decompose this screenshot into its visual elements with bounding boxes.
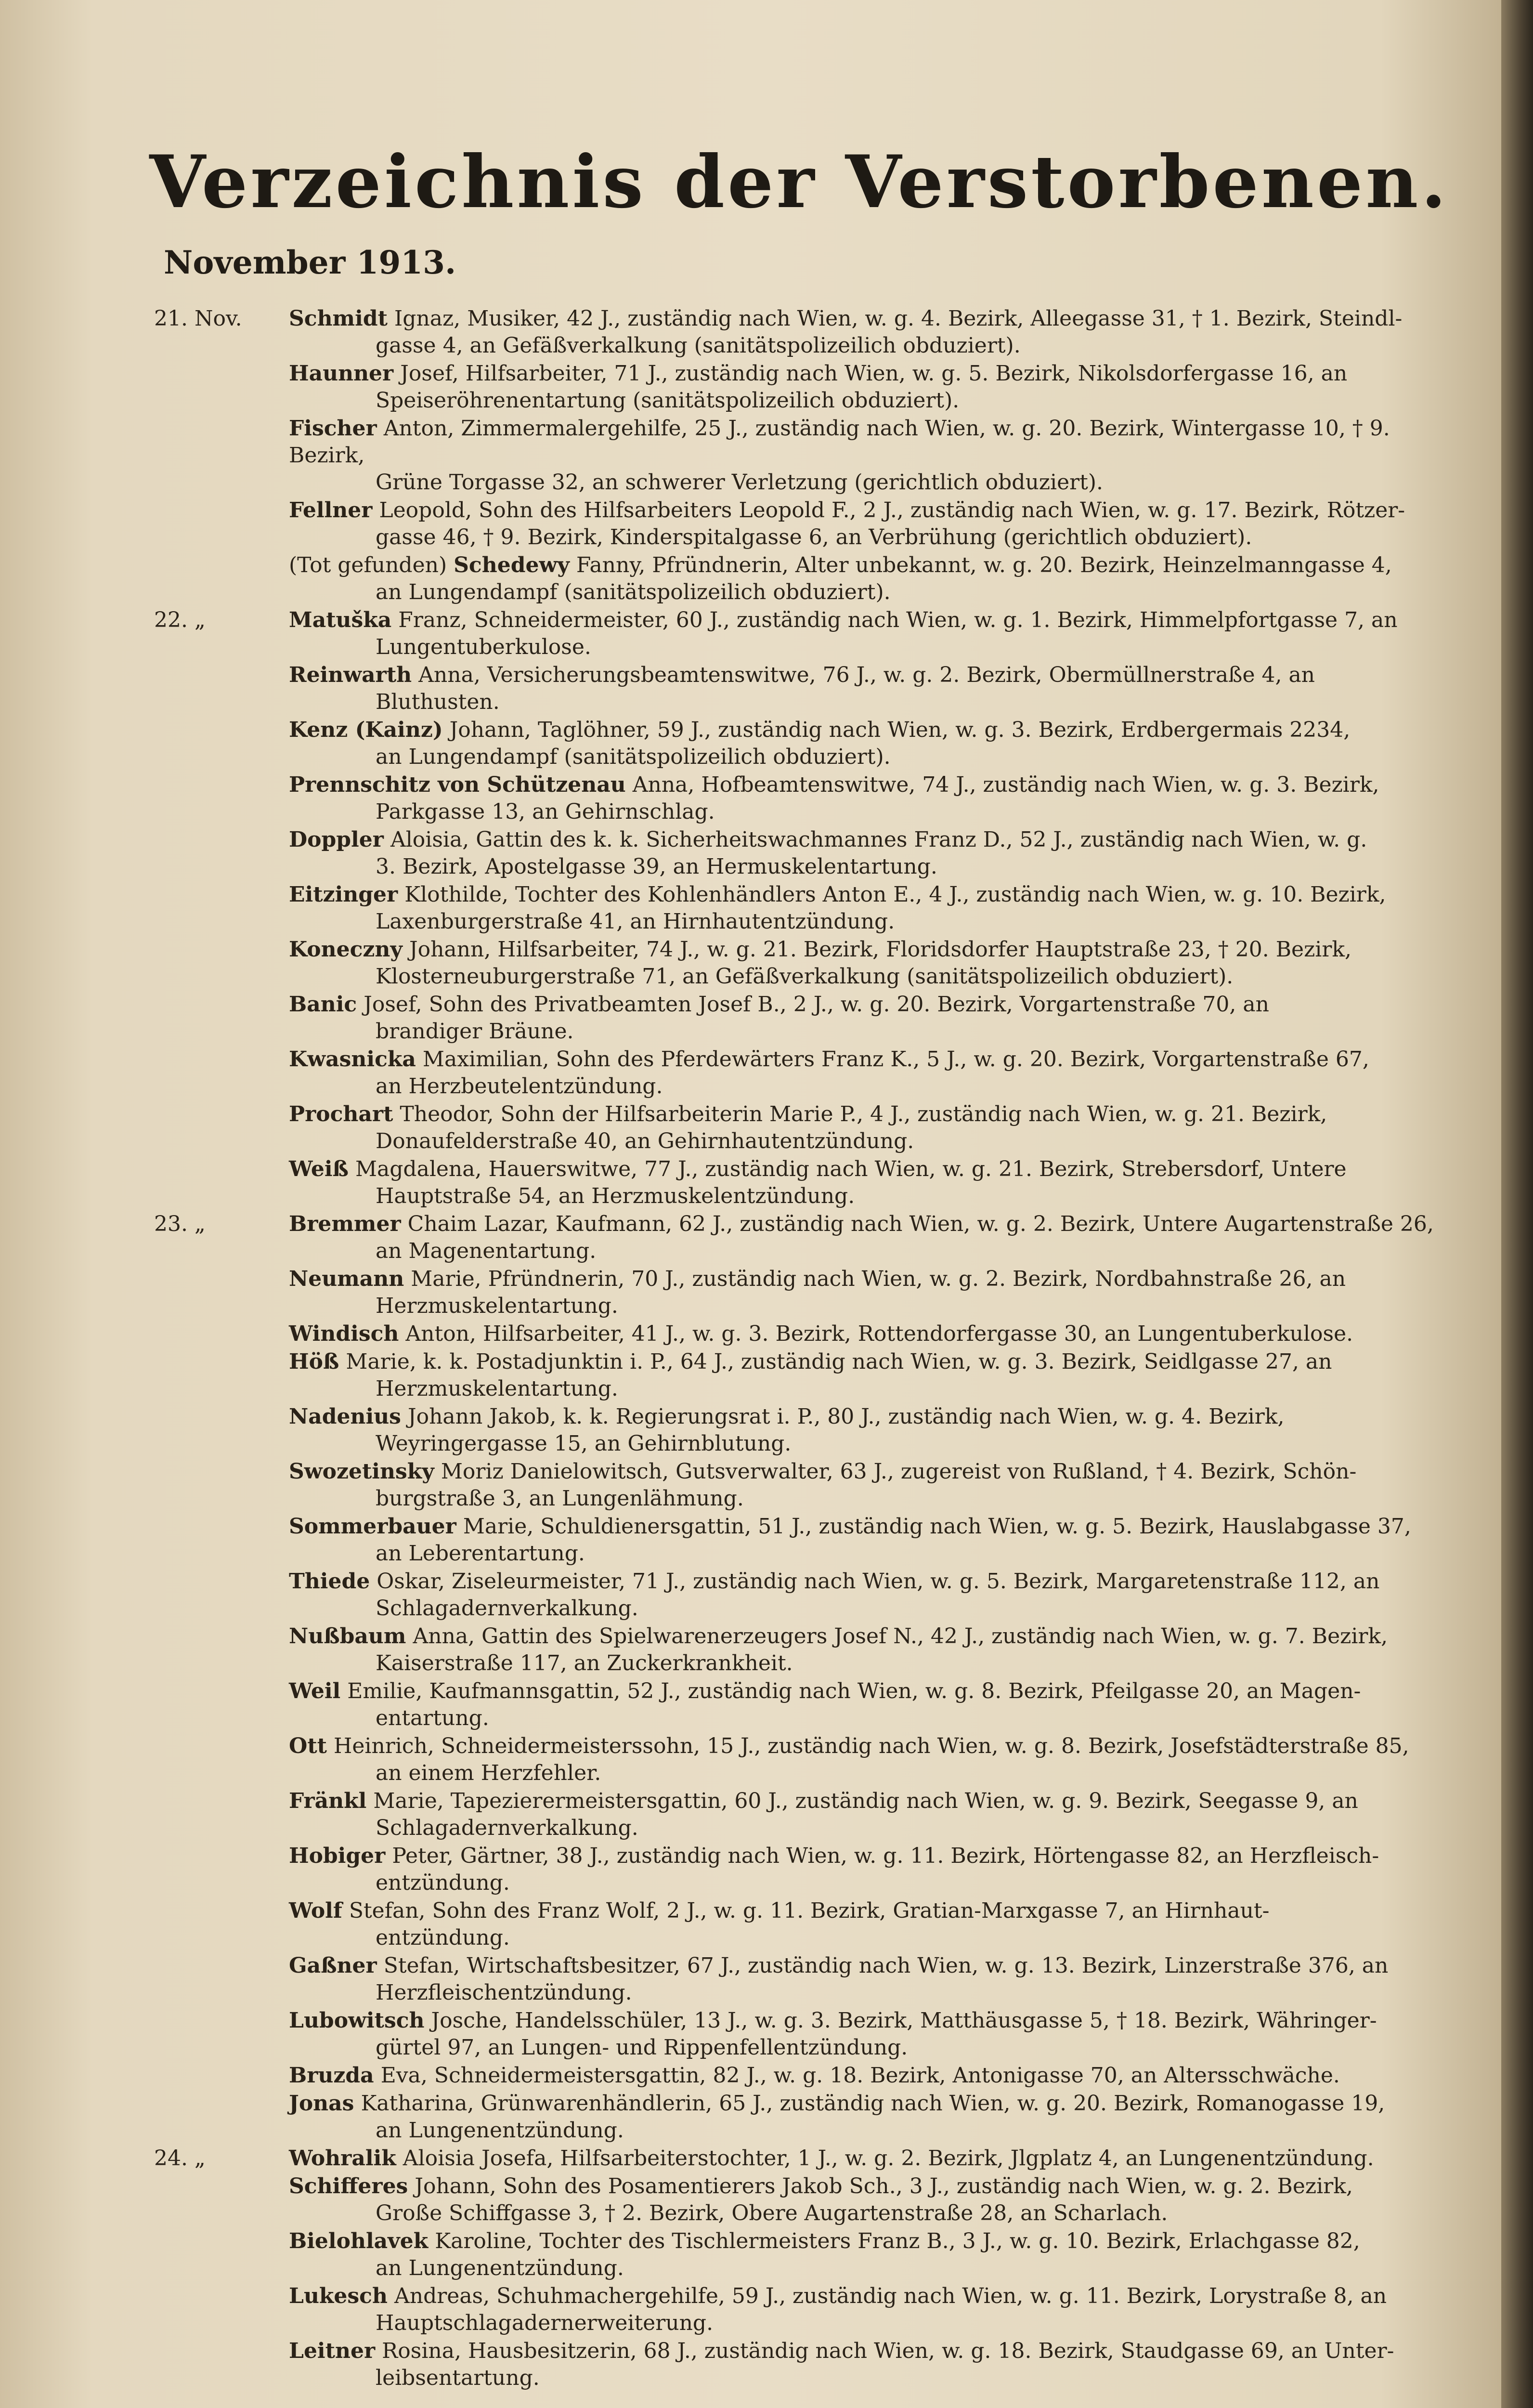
entry-date xyxy=(144,1266,279,1320)
death-entry xyxy=(144,1568,1454,1622)
entry-date xyxy=(144,1733,279,1787)
entry-surname: Gaßner xyxy=(289,1953,377,1978)
death-entry xyxy=(144,662,1454,716)
entry-text-line2: gasse 46, † 9. Bezirk, Kinderspitalgasse 6, an Verbrühung (gerichtlich obduziert). xyxy=(376,525,1252,550)
entry-date xyxy=(144,1678,279,1732)
entry-date xyxy=(144,1568,279,1622)
page-title: Verzeichnis der Verstorbenen. xyxy=(149,140,1449,224)
entry-surname: Bremmer xyxy=(289,1212,401,1236)
entry-text-line2: an Lungenentzündung. xyxy=(376,2118,624,2143)
death-entry xyxy=(144,1403,1454,1457)
entry-text-line1: Rosina, Hausbesitzerin, 68 J., zuständig nach Wien, w. g. 18. Bezirk, Staudgasse 69, an Unter- xyxy=(382,2339,1394,2363)
entry-body xyxy=(289,1403,1454,1457)
page-content xyxy=(144,111,1454,2408)
entry-body xyxy=(289,936,1454,990)
death-entry xyxy=(144,2338,1454,2392)
entry-surname: Leitner xyxy=(289,2339,376,2363)
entry-date xyxy=(144,772,279,825)
entry-text-line1: Leopold, Sohn des Hilfsarbeiters Leopold F., 2 J., zuständig nach Wien, w. g. 17. Bezirk, Rötzer- xyxy=(379,498,1405,523)
entry-surname: Schmidt xyxy=(289,306,388,331)
entry-body xyxy=(289,2090,1454,2144)
entry-surname: Prochart xyxy=(289,1102,393,1126)
death-entry xyxy=(144,415,1454,496)
entry-body xyxy=(289,1623,1454,1677)
entry-date xyxy=(144,2283,279,2337)
entry-surname: Swozetinsky xyxy=(289,1459,434,1484)
entry-text-line2: Herzmuskelentartung. xyxy=(376,1294,618,1318)
entry-surname: Matuška xyxy=(289,608,392,632)
entry-date xyxy=(144,1046,279,1100)
entry-date xyxy=(144,717,279,771)
entry-text-line2: Weyringergasse 15, an Gehirnblutung. xyxy=(376,1431,792,1456)
death-entry xyxy=(144,1678,1454,1732)
entry-body xyxy=(289,1952,1454,2006)
entry-text-line1: Anton, Zimmermalergehilfe, 25 J., zuständig nach Wien, w. g. 20. Bezirk, Wintergasse 10, † 9. Bezirk, xyxy=(289,416,1390,468)
death-entry xyxy=(144,1513,1454,1567)
entry-body xyxy=(289,2228,1454,2282)
entry-surname: Eitzinger xyxy=(289,882,398,907)
entry-date xyxy=(144,991,279,1045)
entry-text-line2: Schlagadernverkalkung. xyxy=(376,1596,638,1621)
death-entry xyxy=(144,2007,1454,2061)
entry-body xyxy=(289,1843,1454,1897)
entry-body xyxy=(289,1101,1454,1155)
entry-surname: Bielohlavek xyxy=(289,2229,429,2253)
entry-body xyxy=(289,772,1454,825)
entry-text-line2: Speiseröhrenentartung (sanitätspolizeilich obduziert). xyxy=(376,388,960,413)
entry-surname: Lukesch xyxy=(289,2284,388,2308)
entry-text-line2: an Lungenentzündung. xyxy=(376,2256,624,2280)
entry-text-line1: Stefan, Wirtschaftsbesitzer, 67 J., zuständig nach Wien, w. g. 13. Bezirk, Linzerstraße 376, an xyxy=(383,1953,1389,1978)
entry-surname: Reinwarth xyxy=(289,663,412,687)
entry-date: 21. Nov. xyxy=(154,306,242,331)
entry-body xyxy=(289,2007,1454,2061)
entry-text-line1: Anna, Hofbeamtenswitwe, 74 J., zuständig nach Wien, w. g. 3. Bezirk, xyxy=(632,772,1379,797)
entry-text-line1: Moriz Danielowitsch, Gutsverwalter, 63 J., zugereist von Rußland, † 4. Bezirk, Schön- xyxy=(441,1459,1357,1484)
death-entry xyxy=(144,1101,1454,1155)
death-entry xyxy=(144,1211,1454,1265)
entry-surname: Nußbaum xyxy=(289,1624,406,1649)
entry-body xyxy=(289,497,1454,551)
entry-text-line1: Anna, Versicherungsbeamtenswitwe, 76 J., w. g. 2. Bezirk, Obermüllnerstraße 4, an xyxy=(418,663,1315,687)
entry-body xyxy=(289,2145,1454,2172)
death-entry xyxy=(144,936,1454,990)
entry-surname: Neumann xyxy=(289,1267,404,1291)
entry-body xyxy=(289,662,1454,716)
death-entry xyxy=(144,1952,1454,2006)
death-entry xyxy=(144,1898,1454,1951)
death-entry xyxy=(144,2090,1454,2144)
entry-text-line2: leibsentartung. xyxy=(376,2366,540,2390)
entry-date xyxy=(144,415,279,496)
entry-text-line1: Katharina, Grünwarenhändlerin, 65 J., zuständig nach Wien, w. g. 20. Bezirk, Romanogasse 19, xyxy=(361,2091,1385,2116)
entry-prefix: (Tot gefunden) xyxy=(289,553,447,577)
entry-surname: Koneczny xyxy=(289,937,403,962)
entry-text-line1: Johann, Hilfsarbeiter, 74 J., w. g. 21. Bezirk, Floridsdorfer Hauptstraße 23, † 20. Bezirk, xyxy=(409,937,1352,962)
entry-body xyxy=(289,305,1454,359)
entry-text-line1: Marie, k. k. Postadjunktin i. P., 64 J., zuständig nach Wien, w. g. 3. Bezirk, Seidlgasse 27, an xyxy=(346,1349,1332,1374)
entry-body xyxy=(289,1211,1454,1265)
entry-text-line2: Hauptschlagadernerweiterung. xyxy=(376,2311,714,2335)
entry-date xyxy=(144,2062,279,2089)
entry-text-line1: Klothilde, Tochter des Kohlenhändlers Anton E., 4 J., zuständig nach Wien, w. g. 10. Bezirk, xyxy=(404,882,1386,907)
entry-text-line1: Eva, Schneidermeistersgattin, 82 J., w. g. 18. Bezirk, Antonigasse 70, an Altersschwäche. xyxy=(380,2063,1340,2088)
entry-surname: Lubowitsch xyxy=(289,2008,425,2033)
entry-date: 23. „ xyxy=(154,1212,206,1236)
entry-text-line1: Ignaz, Musiker, 42 J., zuständig nach Wien, w. g. 4. Bezirk, Alleegasse 31, † 1. Bezirk, Steindl- xyxy=(394,306,1403,331)
entry-surname: Fischer xyxy=(289,416,377,441)
entry-surname: Wohralik xyxy=(289,2146,396,2171)
death-entry xyxy=(144,1733,1454,1787)
entry-text-line1: Emilie, Kaufmannsgattin, 52 J., zuständig nach Wien, w. g. 8. Bezirk, Pfeilgasse 20, an Magen- xyxy=(347,1679,1361,1703)
death-entry xyxy=(144,2145,1454,2172)
entry-body xyxy=(289,415,1454,496)
entry-text-line1: Josef, Sohn des Privatbeamten Josef B., 2 J., w. g. 20. Bezirk, Vorgartenstraße 70, an xyxy=(364,992,1269,1017)
entry-text-line1: Stefan, Sohn des Franz Wolf, 2 J., w. g. 11. Bezirk, Gratian-Marxgasse 7, an Hirnhaut- xyxy=(349,1898,1270,1923)
entry-text-line1: Maximilian, Sohn des Pferdewärters Franz K., 5 J., w. g. 20. Bezirk, Vorgartenstraße 67, xyxy=(422,1047,1369,1072)
death-entry xyxy=(144,826,1454,880)
death-entry xyxy=(144,991,1454,1045)
entry-date xyxy=(144,1898,279,1951)
entry-date xyxy=(144,2228,279,2282)
entry-text-line1: Marie, Schuldienersgattin, 51 J., zuständig nach Wien, w. g. 5. Bezirk, Hauslabgasse 37, xyxy=(463,1514,1411,1539)
entry-text-line2: Schlagadernverkalkung. xyxy=(376,1816,638,1840)
entry-body xyxy=(289,1458,1454,1512)
death-entry xyxy=(144,1348,1454,1402)
death-entry xyxy=(144,2228,1454,2282)
entry-body xyxy=(289,1266,1454,1320)
entry-text-line1: Franz, Schneidermeister, 60 J., zuständig nach Wien, w. g. 1. Bezirk, Himmelpfortgasse 7, an xyxy=(398,608,1398,632)
entry-body xyxy=(289,1513,1454,1567)
entry-body xyxy=(289,2338,1454,2392)
entry-surname: Thiede xyxy=(289,1569,370,1594)
entry-text-line1: Aloisia Josefa, Hilfsarbeiterstochter, 1 J., w. g. 2. Bezirk, Jlgplatz 4, an Lungenentzündung. xyxy=(403,2146,1374,2171)
entry-body xyxy=(289,552,1454,606)
death-entry xyxy=(144,772,1454,825)
entry-body xyxy=(289,1898,1454,1951)
entry-date xyxy=(144,497,279,551)
book-spine xyxy=(1501,0,1533,2408)
entry-text-line2: entzündung. xyxy=(376,1925,510,1950)
entry-body xyxy=(289,1156,1454,1210)
entry-body xyxy=(289,826,1454,880)
entry-text-line2: Donaufelderstraße 40, an Gehirnhautentzündung. xyxy=(376,1129,914,1153)
entry-text-line2: Klosterneuburgerstraße 71, an Gefäßverkalkung (sanitätspolizeilich obduziert). xyxy=(376,964,1234,989)
entry-surname: Doppler xyxy=(289,827,384,852)
entry-date xyxy=(144,1321,279,1348)
death-entry xyxy=(144,607,1454,661)
entry-text-line2: Bluthusten. xyxy=(376,690,500,714)
entry-date xyxy=(144,1843,279,1897)
entry-text-line2: Lungentuberkulose. xyxy=(376,635,591,659)
entry-text-line2: an Magenentartung. xyxy=(376,1239,597,1263)
entry-surname: Weil xyxy=(289,1679,341,1703)
entry-surname: Höß xyxy=(289,1349,339,1374)
entry-text-line1: Anton, Hilfsarbeiter, 41 J., w. g. 3. Bezirk, Rottendorfergasse 30, an Lungentuberkulose. xyxy=(405,1322,1353,1346)
death-entry xyxy=(144,881,1454,935)
entry-body xyxy=(289,881,1454,935)
entry-date xyxy=(144,2173,279,2227)
entry-date xyxy=(144,552,279,606)
death-entry xyxy=(144,1266,1454,1320)
entry-text-line2: an Lungendampf (sanitätspolizeilich obduziert). xyxy=(376,745,891,769)
entry-text-line2: Hauptstraße 54, an Herzmuskelentzündung. xyxy=(376,1184,855,1208)
entry-body xyxy=(289,717,1454,771)
entry-body xyxy=(289,1733,1454,1787)
entry-body xyxy=(289,991,1454,1045)
entry-text-line2: entartung. xyxy=(376,1706,489,1730)
death-entry xyxy=(144,717,1454,771)
entry-text-line1: Marie, Tapezierermeistersgattin, 60 J., zuständig nach Wien, w. g. 9. Bezirk, Seegasse 9, an xyxy=(373,1789,1358,1813)
entry-text-line1: Johann Jakob, k. k. Regierungsrat i. P., 80 J., zuständig nach Wien, w. g. 4. Bezirk, xyxy=(407,1404,1285,1429)
entry-text-line2: Grüne Torgasse 32, an schwerer Verletzung (gerichtlich obduziert). xyxy=(376,470,1103,495)
entry-text-line1: Oskar, Ziseleurmeister, 71 J., zuständig nach Wien, w. g. 5. Bezirk, Margaretenstraße 112, an xyxy=(377,1569,1380,1594)
entry-text-line1: Chaim Lazar, Kaufmann, 62 J., zuständig nach Wien, w. g. 2. Bezirk, Untere Augartenstraße 26, xyxy=(407,1212,1434,1236)
entry-date xyxy=(144,1101,279,1155)
death-entry xyxy=(144,497,1454,551)
entry-surname: Kwasnicka xyxy=(289,1047,416,1072)
entry-surname: Kenz (Kainz) xyxy=(289,718,443,742)
entry-text-line2: 3. Bezirk, Apostelgasse 39, an Hermuskelentartung. xyxy=(376,854,937,879)
entry-text-line2: Herzmuskelentartung. xyxy=(376,1376,618,1401)
death-entry xyxy=(144,1046,1454,1100)
entry-body xyxy=(289,1348,1454,1402)
entry-text-line2: an Lungendampf (sanitätspolizeilich obduziert). xyxy=(376,580,891,604)
entry-text-line2: entzündung. xyxy=(376,1871,510,1895)
entry-body xyxy=(289,1321,1454,1348)
entry-date: 22. „ xyxy=(154,608,206,632)
entry-date xyxy=(144,1348,279,1402)
death-entry xyxy=(144,1843,1454,1897)
entry-text-line1: Marie, Pfründnerin, 70 J., zuständig nach Wien, w. g. 2. Bezirk, Nordbahnstraße 26, an xyxy=(411,1267,1346,1291)
death-entry xyxy=(144,1788,1454,1842)
entry-text-line2: Große Schiffgasse 3, † 2. Bezirk, Obere Augartenstraße 28, an Scharlach. xyxy=(376,2201,1168,2225)
entry-text-line2: Kaiserstraße 117, an Zuckerkrankheit. xyxy=(376,1651,793,1675)
entries-list xyxy=(144,305,1454,2392)
entry-surname: Bruzda xyxy=(289,2063,374,2088)
page-subtitle: November 1913. xyxy=(164,244,456,281)
death-entry xyxy=(144,1623,1454,1677)
death-entry xyxy=(144,1156,1454,1210)
entry-text-line1: Josef, Hilfsarbeiter, 71 J., zuständig nach Wien, w. g. 5. Bezirk, Nikolsdorfergasse 16, an xyxy=(400,361,1348,386)
death-entry xyxy=(144,360,1454,414)
death-entry xyxy=(144,2062,1454,2089)
entry-text-line1: Andreas, Schuhmachergehilfe, 59 J., zuständig nach Wien, w. g. 11. Bezirk, Lorystraße 8, an xyxy=(394,2284,1387,2308)
entry-text-line1: Theodor, Sohn der Hilfsarbeiterin Marie P., 4 J., zuständig nach Wien, w. g. 21. Bezirk, xyxy=(400,1102,1327,1126)
entry-text-line1: Peter, Gärtner, 38 J., zuständig nach Wien, w. g. 11. Bezirk, Hörtengasse 82, an Herzfleisch- xyxy=(392,1844,1379,1868)
entry-text-line1: Magdalena, Hauerswitwe, 77 J., zuständig nach Wien, w. g. 21. Bezirk, Strebersdorf, Untere xyxy=(355,1157,1347,1181)
entry-date xyxy=(144,2338,279,2392)
entry-date xyxy=(144,1623,279,1677)
entry-body xyxy=(289,607,1454,661)
entry-text-line1: Johann, Taglöhner, 59 J., zuständig nach Wien, w. g. 3. Bezirk, Erdbergermais 2234, xyxy=(449,718,1351,742)
entry-text-line1: Aloisia, Gattin des k. k. Sicherheitswachmannes Franz D., 52 J., zuständig nach Wien, w. g. xyxy=(390,827,1367,852)
death-entry xyxy=(144,2173,1454,2227)
entry-text-line2: gürtel 97, an Lungen- und Rippenfellentzündung. xyxy=(376,2035,908,2060)
entry-surname: Banic xyxy=(289,992,357,1017)
death-entry xyxy=(144,2283,1454,2337)
entry-date xyxy=(144,1952,279,2006)
entry-body xyxy=(289,2283,1454,2337)
entry-surname: Windisch xyxy=(289,1322,399,1346)
entry-text-line2: Parkgasse 13, an Gehirnschlag. xyxy=(376,799,715,824)
entry-surname: Fränkl xyxy=(289,1789,367,1813)
entry-text-line1: Fanny, Pfründnerin, Alter unbekannt, w. g. 20. Bezirk, Heinzelmanngasse 4, xyxy=(576,553,1392,577)
entry-text-line1: Johann, Sohn des Posamentierers Jakob Sch., 3 J., zuständig nach Wien, w. g. 2. Bezirk, xyxy=(415,2174,1353,2199)
entry-body xyxy=(289,1788,1454,1842)
entry-date xyxy=(144,360,279,414)
entry-surname: Prennschitz von Schützenau xyxy=(289,772,626,797)
entry-date: 24. „ xyxy=(154,2146,206,2171)
entry-date xyxy=(144,1403,279,1457)
death-entry xyxy=(144,1321,1454,1348)
entry-text-line2: burgstraße 3, an Lungenlähmung. xyxy=(376,1486,744,1511)
entry-date xyxy=(144,662,279,716)
entry-date xyxy=(144,1513,279,1567)
entry-date xyxy=(144,1788,279,1842)
entry-date xyxy=(144,881,279,935)
entry-surname: Nadenius xyxy=(289,1404,401,1429)
death-entry xyxy=(144,305,1454,359)
entry-text-line2: an Herzbeutelentzündung. xyxy=(376,1074,663,1099)
death-entry xyxy=(144,552,1454,606)
entry-date xyxy=(144,2007,279,2061)
entry-body xyxy=(289,360,1454,414)
entry-date xyxy=(144,826,279,880)
entry-text-line1: Josche, Handelsschüler, 13 J., w. g. 3. Bezirk, Matthäusgasse 5, † 18. Bezirk, Währinger- xyxy=(431,2008,1377,2033)
entry-date xyxy=(144,1458,279,1512)
entry-text-line2: an einem Herzfehler. xyxy=(376,1761,601,1785)
entry-text-line1: Karoline, Tochter des Tischlermeisters Franz B., 3 J., w. g. 10. Bezirk, Erlachgasse 82, xyxy=(435,2229,1360,2253)
entry-body xyxy=(289,1568,1454,1622)
entry-surname: Fellner xyxy=(289,498,373,523)
entry-text-line2: an Leberentartung. xyxy=(376,1541,585,1566)
death-entry xyxy=(144,1458,1454,1512)
entry-surname: Haunner xyxy=(289,361,394,386)
entry-body xyxy=(289,2173,1454,2227)
entry-surname: Sommerbauer xyxy=(289,1514,456,1539)
entry-surname: Weiß xyxy=(289,1157,349,1181)
entry-text-line2: gasse 4, an Gefäßverkalkung (sanitätspolizeilich obduziert). xyxy=(376,333,1021,358)
entry-text-line2: Herzfleischentzündung. xyxy=(376,1980,632,2005)
entry-date xyxy=(144,2090,279,2144)
entry-surname: Wolf xyxy=(289,1898,342,1923)
entry-surname: Schedewy xyxy=(454,553,570,577)
entry-text-line2: Laxenburgerstraße 41, an Hirnhautentzündung. xyxy=(376,909,895,934)
entry-date xyxy=(144,936,279,990)
entry-body xyxy=(289,1678,1454,1732)
entry-text-line1: Anna, Gattin des Spielwarenerzeugers Josef N., 42 J., zuständig nach Wien, w. g. 7. Bezirk, xyxy=(413,1624,1388,1649)
entry-surname: Jonas xyxy=(289,2091,354,2116)
entry-surname: Hobiger xyxy=(289,1844,386,1868)
entry-surname: Schifferes xyxy=(289,2174,408,2199)
entry-text-line1: Heinrich, Schneidermeisterssohn, 15 J., zuständig nach Wien, w. g. 8. Bezirk, Josefstädterstraße 85, xyxy=(333,1734,1409,1758)
entry-body xyxy=(289,2062,1454,2089)
entry-body xyxy=(289,1046,1454,1100)
entry-text-line2: brandiger Bräune. xyxy=(376,1019,574,1044)
entry-date xyxy=(144,1156,279,1210)
entry-surname: Ott xyxy=(289,1734,327,1758)
